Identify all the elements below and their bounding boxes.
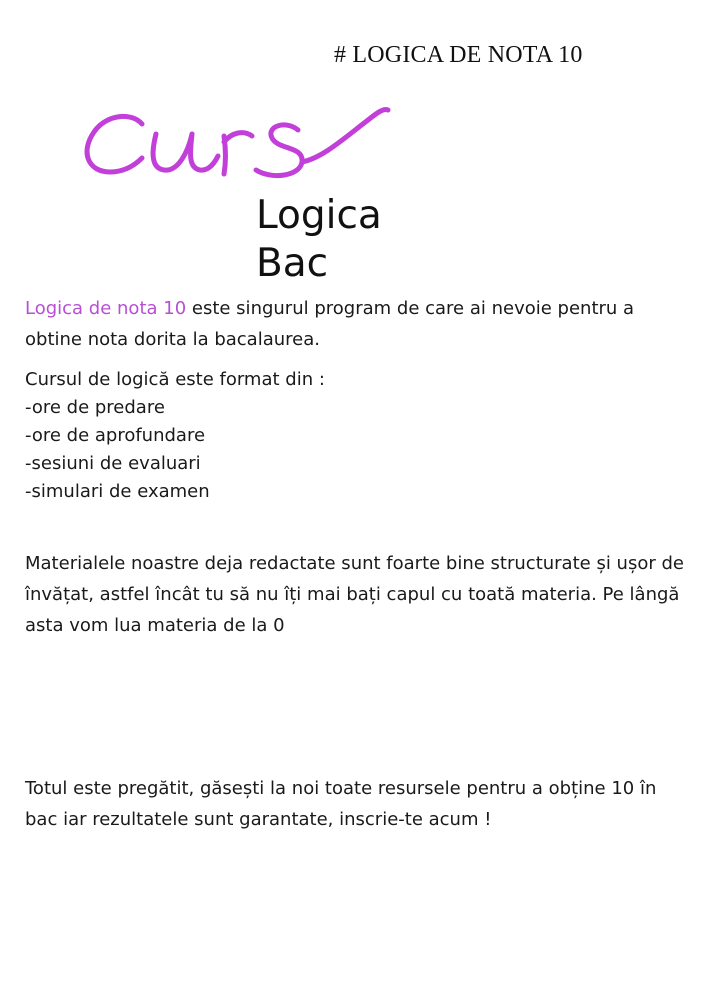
materials-paragraph: Materialele noastre deja redactate sunt foarte bine structurate și ușor de învățat, astfel încât tu să nu îți mai bați capul cu toată materia. Pe lângă asta vom lua materia de la 0 — [25, 553, 684, 636]
closing-paragraph: Totul este pregătit, găsești la noi toate resursele pentru a obține 10 în bac iar rezultatele sunt garantate, inscrie-te acum ! — [25, 778, 657, 830]
course-format-block — [25, 366, 325, 506]
intro-text: este singurul program de care ai nevoie pentru a obtine nota dorita la bacalaurea. — [25, 298, 635, 350]
course-title-line2: Bac — [256, 241, 329, 286]
course-format-item: -ore de aprofundare — [25, 425, 206, 446]
script-title-text: curs — [72, 80, 75, 81]
header-tag: # LOGICA DE NOTA 10 — [334, 42, 583, 68]
script-title-curs — [72, 80, 392, 210]
intro-paragraph — [25, 293, 685, 355]
course-title-line1: Logica — [256, 193, 382, 238]
course-format-heading: Cursul de logică este format din : — [25, 369, 325, 390]
course-title — [256, 192, 382, 288]
course-format-item: -simulari de examen — [25, 481, 210, 502]
course-format-item: -ore de predare — [25, 397, 165, 418]
course-format-item: -sesiuni de evaluari — [25, 453, 201, 474]
intro-highlight: Logica de nota 10 — [25, 298, 187, 319]
